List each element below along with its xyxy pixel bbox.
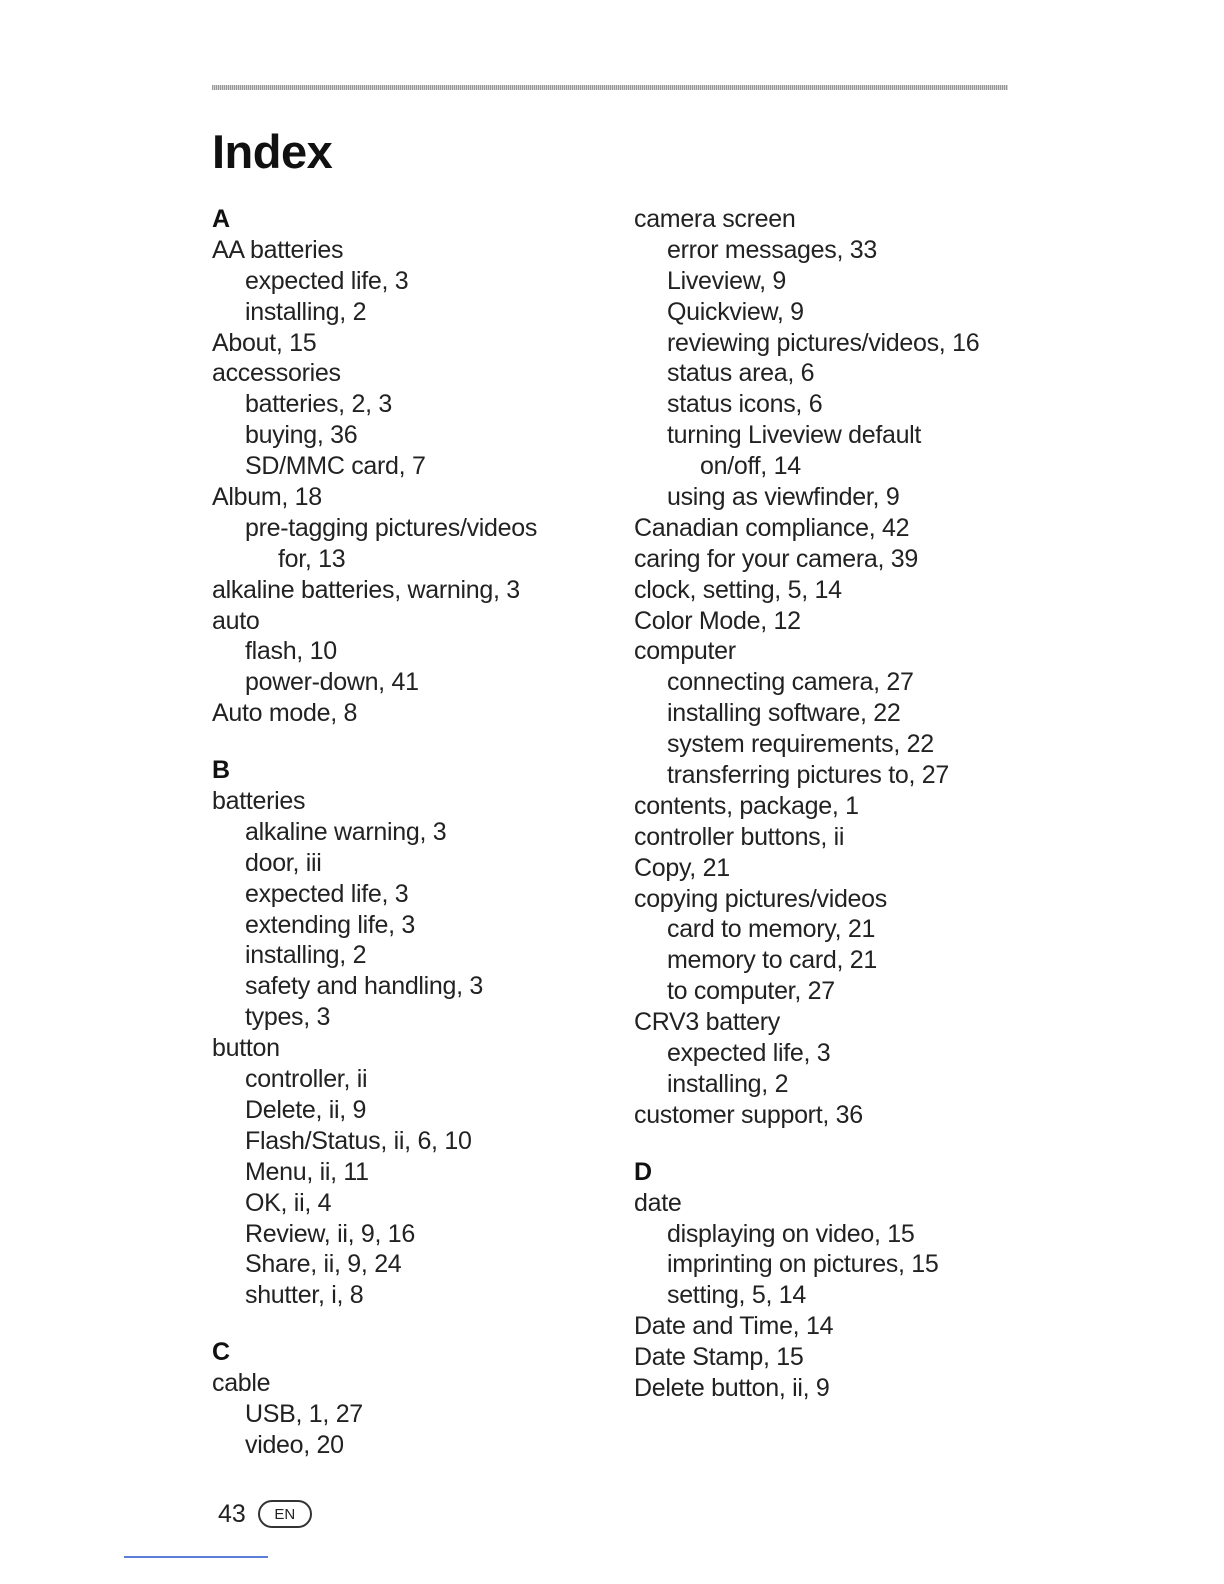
index-subentry: types, 3 — [245, 1003, 331, 1032]
index-subentry: memory to card, 21 — [667, 946, 877, 975]
index-subentry: door, iii — [245, 848, 322, 877]
index-entry: copying pictures/videos — [634, 884, 887, 913]
index-subentry: USB, 1, 27 — [245, 1399, 363, 1428]
index-entry: AA batteries — [212, 235, 344, 264]
index-subentry: flash, 10 — [245, 637, 337, 666]
index-entry: cable — [212, 1369, 271, 1398]
page-title: Index — [212, 125, 333, 178]
index-subentry: to computer, 27 — [667, 977, 835, 1006]
index-subentry: expected life, 3 — [667, 1039, 831, 1068]
index-subentry: alkaline warning, 3 — [245, 817, 447, 846]
index-entry: alkaline batteries, warning, 3 — [212, 575, 520, 604]
bottom-link-underline — [124, 1556, 268, 1558]
index-entry: Album, 18 — [212, 483, 322, 512]
index-entry: contents, package, 1 — [634, 791, 859, 820]
index-subentry: transferring pictures to, 27 — [667, 761, 950, 790]
index-subentry: status area, 6 — [667, 359, 815, 388]
index-subentry: power-down, 41 — [245, 668, 419, 697]
index-subentry: Share, ii, 9, 24 — [245, 1250, 402, 1279]
index-subentry: installing software, 22 — [667, 699, 901, 728]
index-subentry: turning Liveview default — [667, 421, 922, 450]
index-column-right — [634, 204, 1014, 1404]
index-subentry: batteries, 2, 3 — [245, 390, 392, 419]
section-gap — [212, 729, 632, 755]
index-subentry: safety and handling, 3 — [245, 972, 484, 1001]
index-entry: Date and Time, 14 — [634, 1312, 834, 1341]
index-letter-heading: A — [212, 205, 230, 233]
index-entry: Copy, 21 — [634, 853, 730, 882]
index-subentry: shutter, i, 8 — [245, 1281, 364, 1310]
index-subentry: controller, ii — [245, 1065, 368, 1094]
index-entry: About, 15 — [212, 328, 317, 357]
index-subentry: installing, 2 — [245, 297, 367, 326]
index-letter-heading: B — [212, 756, 230, 785]
index-entry: camera screen — [634, 205, 796, 233]
index-subentry: expected life, 3 — [245, 879, 409, 908]
index-subentry: using as viewfinder, 9 — [667, 483, 900, 512]
index-entry: auto — [212, 606, 260, 635]
index-subentry: connecting camera, 27 — [667, 668, 914, 697]
index-subentry: SD/MMC card, 7 — [245, 452, 426, 481]
index-column-left — [212, 204, 632, 1461]
index-subentry: installing, 2 — [245, 941, 367, 970]
index-subentry-continued: on/off, 14 — [700, 452, 801, 481]
index-subentry: displaying on video, 15 — [667, 1219, 915, 1248]
index-subentry: setting, 5, 14 — [667, 1281, 806, 1310]
index-subentry: expected life, 3 — [245, 266, 409, 295]
index-entry: Canadian compliance, 42 — [634, 513, 910, 542]
index-subentry: Delete, ii, 9 — [245, 1095, 367, 1124]
index-subentry: imprinting on pictures, 15 — [667, 1250, 939, 1279]
section-gap — [212, 1311, 632, 1337]
index-subentry: status icons, 6 — [667, 390, 823, 419]
index-subentry: system requirements, 22 — [667, 730, 934, 759]
index-entry: computer — [634, 637, 736, 666]
index-entry: customer support, 36 — [634, 1100, 863, 1129]
header-rule — [212, 85, 1008, 90]
index-entry: Auto mode, 8 — [212, 699, 358, 728]
page-footer — [218, 1496, 312, 1532]
index-entry: controller buttons, ii — [634, 822, 845, 851]
index-subentry: extending life, 3 — [245, 910, 416, 939]
index-entry: Color Mode, 12 — [634, 606, 801, 635]
index-subentry: error messages, 33 — [667, 235, 877, 264]
section-gap — [634, 1131, 1014, 1157]
index-entry: accessories — [212, 359, 341, 388]
index-subentry: video, 20 — [245, 1430, 344, 1459]
index-entry: caring for your camera, 39 — [634, 544, 918, 573]
index-letter-heading: C — [212, 1338, 230, 1367]
index-subentry: OK, ii, 4 — [245, 1188, 332, 1217]
index-subentry: pre-tagging pictures/videos — [245, 513, 538, 542]
index-entry: batteries — [212, 787, 306, 816]
index-subentry: Liveview, 9 — [667, 266, 786, 295]
index-entry: date — [634, 1188, 682, 1217]
index-entry: button — [212, 1034, 280, 1063]
index-subentry: Menu, ii, 11 — [245, 1157, 369, 1186]
index-subentry: card to memory, 21 — [667, 915, 876, 944]
index-subentry: Quickview, 9 — [667, 297, 804, 326]
index-entry: Date Stamp, 15 — [634, 1343, 804, 1372]
index-letter-heading: D — [634, 1157, 652, 1186]
index-entry: CRV3 battery — [634, 1008, 781, 1037]
index-subentry: Flash/Status, ii, 6, 10 — [245, 1126, 472, 1155]
index-entry: clock, setting, 5, 14 — [634, 575, 842, 604]
index-subentry: buying, 36 — [245, 421, 358, 450]
language-badge-label: EN — [274, 1505, 296, 1523]
index-subentry: Review, ii, 9, 16 — [245, 1219, 415, 1248]
index-subentry: reviewing pictures/videos, 16 — [667, 328, 980, 357]
index-entry: Delete button, ii, 9 — [634, 1373, 830, 1402]
index-subentry: installing, 2 — [667, 1069, 789, 1098]
language-badge-icon — [258, 1500, 312, 1528]
page-number: 43 — [218, 1499, 246, 1528]
index-subentry-continued: for, 13 — [278, 544, 346, 573]
